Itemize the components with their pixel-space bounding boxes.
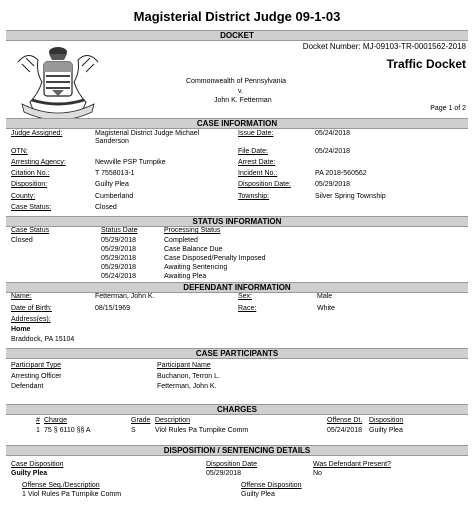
- status-row-status: Awaiting Sentencing: [164, 264, 228, 271]
- disp-col-offense-disposition: Offense Disposition: [241, 482, 302, 489]
- status-row-status: Case Disposed/Penalty Imposed: [164, 255, 266, 262]
- case-information-bar: CASE INFORMATION: [6, 118, 468, 129]
- address-value: Braddock, PA 15104: [11, 336, 75, 343]
- disposition-label: Disposition:: [11, 181, 48, 188]
- status-col-case-status: Case Status: [11, 227, 50, 234]
- charge-disposition: Guilty Plea: [369, 427, 403, 434]
- address-type: Home: [11, 326, 31, 333]
- citation-label: Citation No.:: [11, 170, 50, 177]
- charge-grade: S: [131, 427, 136, 434]
- file-date-label: File Date:: [238, 148, 268, 155]
- caption-defendant: John K. Fetterman: [214, 97, 272, 104]
- otn-label: OTN:: [11, 148, 28, 155]
- defendant-name-label: Name:: [11, 293, 32, 300]
- case-status-label: Case Status:: [11, 204, 52, 211]
- charge-offense-dt: 05/24/2018: [327, 427, 363, 434]
- charges-col-num: #: [36, 417, 40, 424]
- participant-name: Buchanon, Terron L.: [157, 373, 220, 380]
- court-title: Magisterial District Judge 09-1-03: [133, 9, 341, 24]
- docket-bar: DOCKET: [6, 30, 468, 41]
- race-value: White: [317, 305, 335, 312]
- charge-statute: 75 § 6110 §§ A: [44, 427, 91, 434]
- charges-col-description: Description: [155, 417, 191, 424]
- charges-col-disposition: Disposition: [369, 417, 404, 424]
- disposition-date-label: Disposition Date:: [238, 181, 291, 188]
- defendant-information-bar: DEFENDANT INFORMATION: [6, 282, 468, 293]
- charges-col-grade: Grade: [131, 417, 151, 424]
- docket-number: Docket Number: MJ-09103-TR-0001562-2018: [302, 42, 466, 51]
- incident-label: Incident No.:: [238, 170, 278, 177]
- disp-present: No: [313, 470, 322, 477]
- charge-num: 1: [36, 427, 40, 434]
- citation-value: T 7558013-1: [95, 170, 135, 177]
- township-value: Silver Spring Township: [315, 193, 386, 200]
- status-row-date: 05/29/2018: [101, 264, 137, 271]
- participant-type: Arresting Officer: [11, 373, 62, 380]
- participant-name: Fetterman, John K.: [157, 383, 217, 390]
- charges-col-charge: Charge: [44, 417, 67, 424]
- issue-date-label: Issue Date:: [238, 130, 274, 137]
- dob-label: Date of Birth:: [11, 305, 52, 312]
- county-label: County:: [11, 193, 36, 200]
- status-col-status-date: Status Date: [101, 227, 138, 234]
- status-row-date: 05/29/2018: [101, 255, 137, 262]
- case-participants-bar: CASE PARTICIPANTS: [6, 348, 468, 359]
- disp-col-present: Was Defendant Present?: [313, 461, 391, 468]
- race-label: Race:: [238, 305, 257, 312]
- sex-label: Sex:: [238, 293, 253, 300]
- file-date-value: 05/24/2018: [315, 148, 351, 155]
- pennsylvania-seal: [8, 42, 108, 120]
- issue-date-value: 05/24/2018: [315, 130, 351, 137]
- disposition-value: Guilty Plea: [95, 181, 129, 188]
- arresting-agency-value: Newville PSP Turnpike: [95, 159, 166, 166]
- status-information-bar: STATUS INFORMATION: [6, 216, 468, 227]
- arresting-agency-label: Arresting Agency:: [11, 159, 66, 166]
- status-row-status: Awaiting Plea: [164, 273, 207, 280]
- disposition-sentencing-bar: DISPOSITION / SENTENCING DETAILS: [6, 445, 468, 456]
- disp-offense-seq: 1 Viol Rules Pa Turnpike Comm: [22, 491, 122, 498]
- disp-col-offense-seq: Offense Seq./Description: [22, 482, 100, 489]
- county-value: Cumberland: [95, 193, 134, 200]
- disp-disposition-date: 05/29/2018: [206, 470, 242, 477]
- status-row-status: Completed: [164, 237, 198, 244]
- disp-col-case-disposition: Case Disposition: [11, 461, 64, 468]
- status-row-status: Case Balance Due: [164, 246, 223, 253]
- caption-plaintiff: Commonwealth of Pennsylvania: [186, 78, 286, 85]
- case-status-value: Closed: [95, 204, 117, 211]
- charge-description: Viol Rules Pa Turnpike Comm: [155, 427, 249, 434]
- incident-value: PA 2018-560562: [315, 170, 367, 177]
- disp-col-disposition-date: Disposition Date: [206, 461, 257, 468]
- participant-col-name: Participant Name: [157, 362, 211, 369]
- participant-col-type: Participant Type: [11, 362, 62, 369]
- disp-offense-disposition: Guilty Plea: [241, 491, 275, 498]
- status-col-processing: Processing Status: [164, 227, 221, 234]
- sex-value: Male: [317, 293, 333, 300]
- arrest-date-label: Arrest Date:: [238, 159, 276, 166]
- disposition-date-value: 05/29/2018: [315, 181, 351, 188]
- status-case-status-value: Closed: [11, 237, 33, 244]
- page-number: Page 1 of 2: [430, 105, 466, 112]
- participant-type: Defendant: [11, 383, 44, 390]
- dob-value: 08/15/1969: [95, 305, 131, 312]
- address-label: Address(es):: [11, 316, 51, 323]
- judge-value: Magisterial District Judge Michael Sanderson: [95, 130, 200, 146]
- caption-versus: v.: [238, 88, 243, 95]
- docket-type: Traffic Docket: [386, 57, 466, 71]
- judge-label: Judge Assigned:: [11, 130, 63, 137]
- status-row-date: 05/29/2018: [101, 246, 137, 253]
- charges-col-offense-dt: Offense Dt.: [327, 417, 363, 424]
- charges-bar: CHARGES: [6, 404, 468, 415]
- disp-case-disposition: Guilty Plea: [11, 470, 48, 477]
- status-row-date: 05/24/2018: [101, 273, 137, 280]
- status-row-date: 05/29/2018: [101, 237, 137, 244]
- defendant-name-value: Fetterman, John K.: [95, 293, 155, 300]
- township-label: Township:: [238, 193, 270, 200]
